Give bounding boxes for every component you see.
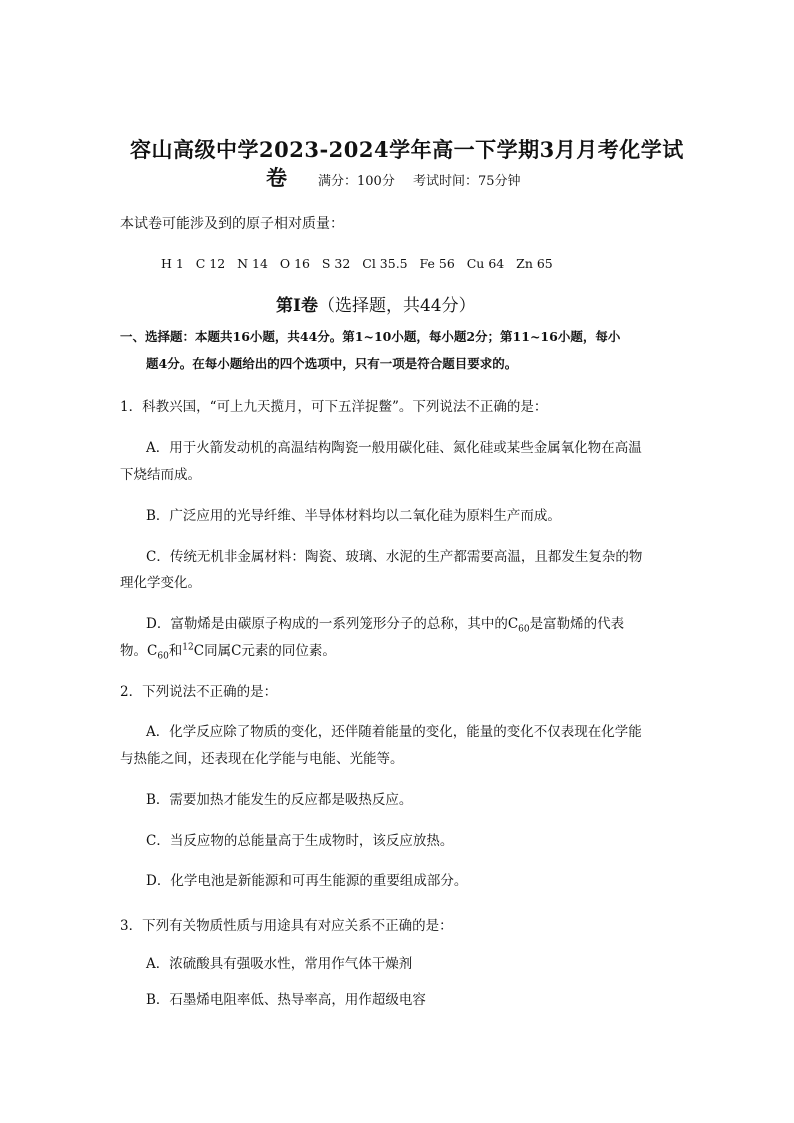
q1-d2-sup: 12 bbox=[182, 642, 194, 653]
q2-stem: 2．下列说法不正确的是： bbox=[120, 684, 278, 700]
section1-instruction-line1: 一、选择题：本题共16小题，共44分。第1~10小题，每小题2分；第11~16小题，每小 bbox=[120, 329, 621, 344]
section1-instruction-line2: 题4分。在每小题给出的四个选项中，只有一项是符合题目要求的。 bbox=[146, 356, 518, 371]
q1-option-c-line1: C．传统无机非金属材料：陶瓷、玻璃、水泥的生产都需要高温，且都发生复杂的物 bbox=[146, 549, 643, 565]
q1-option-d-line1 bbox=[146, 612, 624, 635]
q2-option-a-line1: A．化学反应除了物质的变化，还伴随着能量的变化，能量的变化不仅表现在化学能 bbox=[146, 724, 642, 740]
q1-option-b: B．广泛应用的光导纤维、半导体材料均以二氧化硅为原料生产而成。 bbox=[146, 508, 561, 524]
atomic-mass-intro: 本试卷可能涉及到的原子相对质量： bbox=[120, 216, 344, 232]
q1-stem: 1．科教兴国，“可上九天揽月，可下五洋捉鳖”。下列说法不正确的是： bbox=[120, 399, 548, 415]
q3-stem: 3．下列有关物质性质与用途具有对应关系不正确的是： bbox=[120, 918, 453, 934]
q1-d-sub: 60 bbox=[518, 624, 530, 635]
q1-option-a-line2: 下烧结而成。 bbox=[120, 467, 201, 483]
section1-title bbox=[276, 291, 476, 316]
q1-d2-text-c: C同属C元素的同位素。 bbox=[193, 643, 336, 659]
atomic-mass-values: H 1 C 12 N 14 O 16 S 32 Cl 35.5 Fe 56 Cu 64 Zn 65 bbox=[161, 256, 553, 271]
section1-title-bold: 第Ⅰ卷 bbox=[276, 296, 318, 316]
exam-title-line1: 容山高级中学2023-2024学年高一下学期3月月考化学试 bbox=[130, 137, 684, 162]
q1-d2-sub: 60 bbox=[157, 651, 169, 662]
q1-option-d-line2 bbox=[120, 639, 336, 662]
q1-d-text-b: 是富勒烯的代表 bbox=[529, 616, 625, 632]
q1-option-a-line1: A．用于火箭发动机的高温结构陶瓷一般用碳化硅、氮化硅或某些金属氧化物在高温 bbox=[146, 440, 642, 456]
q2-option-c: C．当反应物的总能量高于生成物时，该反应放热。 bbox=[146, 833, 454, 849]
full-score: 满分：100分 bbox=[318, 174, 395, 189]
q1-d2-text-b: 和 bbox=[168, 643, 183, 659]
q3-option-b: B．石墨烯电阻率低、热导率高，用作超级电容 bbox=[146, 992, 426, 1008]
q2-option-d: D．化学电池是新能源和可再生能源的重要组成部分。 bbox=[146, 873, 468, 889]
exam-time: 考试时间：75分钟 bbox=[413, 174, 521, 189]
q1-option-c-line2: 理化学变化。 bbox=[120, 575, 201, 591]
q3-option-a: A．浓硫酸具有强吸水性，常用作气体干燥剂 bbox=[146, 956, 413, 972]
q1-d-text-a: D．富勒烯是由碳原子构成的一系列笼形分子的总称，其中的C bbox=[146, 616, 519, 632]
q1-d2-text-a: 物。C bbox=[120, 643, 158, 659]
q2-option-a-line2: 与热能之间，还表现在化学能与电能、光能等。 bbox=[120, 751, 404, 767]
q2-option-b: B．需要加热才能发生的反应都是吸热反应。 bbox=[146, 792, 413, 808]
exam-title-line2: 卷 bbox=[266, 165, 288, 190]
section1-title-rest: （选择题，共44分） bbox=[317, 296, 476, 316]
